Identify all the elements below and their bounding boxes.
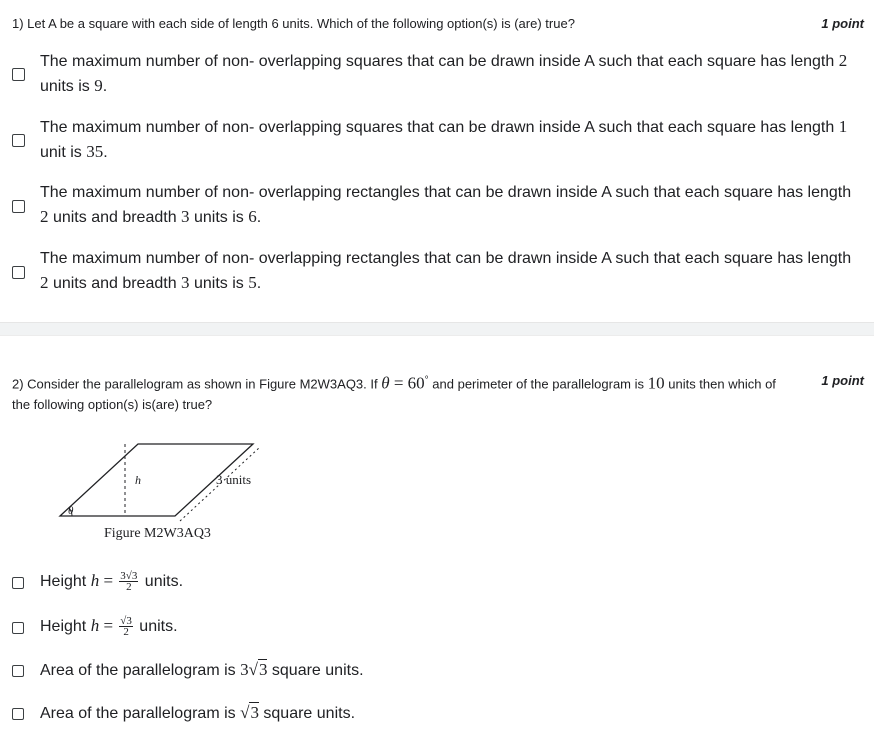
q1-option-4-math-c: 5 <box>248 273 257 292</box>
q1-option-2-text-c: . <box>103 144 108 161</box>
q1-option-4-math-a: 2 <box>40 273 49 292</box>
question-2-text <box>12 370 864 415</box>
q2-option-3[interactable] <box>40 659 364 682</box>
q2-option-2[interactable] <box>40 615 178 638</box>
q2-option-1-eq: = <box>99 571 118 590</box>
question-divider <box>0 322 874 336</box>
q2-option-2-var: h <box>90 616 100 635</box>
q1-option-3-text-b: units and breadth <box>48 209 182 226</box>
q1-option-4-math-b: 3 <box>181 273 190 292</box>
q1-option-2-math-a: 1 <box>838 117 848 136</box>
q2-option-1-denominator: 2 <box>126 581 132 594</box>
q1-option-3-math-b: 3 <box>181 207 190 226</box>
q1-option-3[interactable] <box>40 181 856 230</box>
parallelogram-figure <box>50 432 280 526</box>
question-2-eq: = 60 <box>389 373 425 393</box>
q2-option-1-text-b: units. <box>140 573 184 590</box>
q2-option-4-text-b: square units. <box>258 705 356 722</box>
q1-option-2-math-b: 35 <box>86 142 104 161</box>
q1-option-3-text: The maximum number of non- overlapping rectangles that can be drawn inside A such that each square has length <box>40 184 852 201</box>
q2-option-2-fraction <box>119 616 133 637</box>
q2-option-1-numerator: 3√3 <box>120 570 138 583</box>
q2-option-2-eq: = <box>99 616 118 635</box>
q1-option-4-text-c: units is <box>189 275 249 292</box>
q2-option-2-checkbox[interactable] <box>12 622 24 634</box>
q2-option-2-text-b: units. <box>134 618 178 635</box>
q2-option-2-numerator: √3 <box>120 615 132 628</box>
q2-option-3-text: Area of the parallelogram is <box>40 662 241 679</box>
angle-label: θ <box>68 505 74 517</box>
q1-option-1-math-b: 9 <box>94 76 103 95</box>
q1-option-3-math-a: 2 <box>40 207 49 226</box>
q1-option-3-math-c: 6 <box>248 207 257 226</box>
q1-option-2[interactable] <box>40 115 856 165</box>
q2-option-2-denominator: 2 <box>123 626 129 639</box>
height-label: h <box>135 473 141 487</box>
q2-option-1-text: Height <box>40 573 91 590</box>
question-2-ten: 10 <box>647 373 665 393</box>
question-2-text-c: units then which of the following option(s) is(are) true? <box>12 376 776 413</box>
q2-option-4-checkbox[interactable] <box>12 708 24 720</box>
q2-option-1-var: h <box>90 571 100 590</box>
q1-option-3-text-c: units is <box>189 209 249 226</box>
side-length-label: 3 units <box>216 472 252 487</box>
q2-option-4[interactable] <box>40 702 355 725</box>
q1-option-1-math-a: 2 <box>838 51 848 70</box>
q2-option-4-radicand: 3 <box>250 703 259 722</box>
question-2-text-b: and perimeter of the parallelogram is <box>428 376 648 392</box>
q2-option-1-checkbox[interactable] <box>12 577 24 589</box>
q1-option-1-checkbox[interactable] <box>12 68 25 81</box>
q2-option-3-coefficient: 3 <box>240 660 249 679</box>
q1-option-1[interactable] <box>40 49 856 99</box>
question-2-degree: ° <box>424 375 429 386</box>
question-2-text-a: 2) Consider the parallelogram as shown in Figure M2W3AQ3. If <box>12 376 382 392</box>
q1-option-4-checkbox[interactable] <box>12 266 25 279</box>
q1-option-1-text: The maximum number of non- overlapping squares that can be drawn inside A such that each square has length <box>40 53 839 70</box>
q1-option-4-text-d: . <box>256 275 262 292</box>
q1-option-2-text: The maximum number of non- overlapping squares that can be drawn inside A such that each square has length <box>40 119 839 136</box>
q1-option-1-text-c: . <box>102 78 108 95</box>
q1-option-1-text-b: units is <box>40 78 95 95</box>
q1-option-4[interactable] <box>40 247 856 296</box>
q1-option-2-text-b: unit is <box>40 144 87 161</box>
q1-option-4-text: The maximum number of non- overlapping rectangles that can be drawn inside A such that each square has length <box>40 250 852 267</box>
q1-option-3-text-d: . <box>256 209 262 226</box>
q1-option-2-checkbox[interactable] <box>12 134 25 147</box>
q2-option-3-checkbox[interactable] <box>12 665 24 677</box>
figure-caption: Figure M2W3AQ3 <box>104 526 211 541</box>
q2-option-1[interactable] <box>40 570 183 593</box>
q2-option-2-text: Height <box>40 618 91 635</box>
q1-option-3-checkbox[interactable] <box>12 200 25 213</box>
q2-option-3-sqrt-sign: √ <box>248 660 258 679</box>
q2-option-4-sqrt-sign: √ <box>240 703 250 722</box>
question-2-header <box>12 370 864 415</box>
q2-option-3-radicand: 3 <box>258 660 268 679</box>
q2-option-4-text: Area of the parallelogram is <box>40 705 241 722</box>
q2-option-1-fraction <box>119 571 138 592</box>
question-1-points: 1 point <box>821 16 864 31</box>
q1-option-4-text-b: units and breadth <box>48 275 182 292</box>
question-2-points: 1 point <box>821 373 864 388</box>
question-1-text: 1) Let A be a square with each side of length 6 units. Which of the following option(s) is (are) true? <box>12 16 575 31</box>
q2-option-3-text-b: square units. <box>267 662 364 679</box>
question-1-header <box>12 13 864 34</box>
question-2-theta: θ <box>381 373 390 393</box>
